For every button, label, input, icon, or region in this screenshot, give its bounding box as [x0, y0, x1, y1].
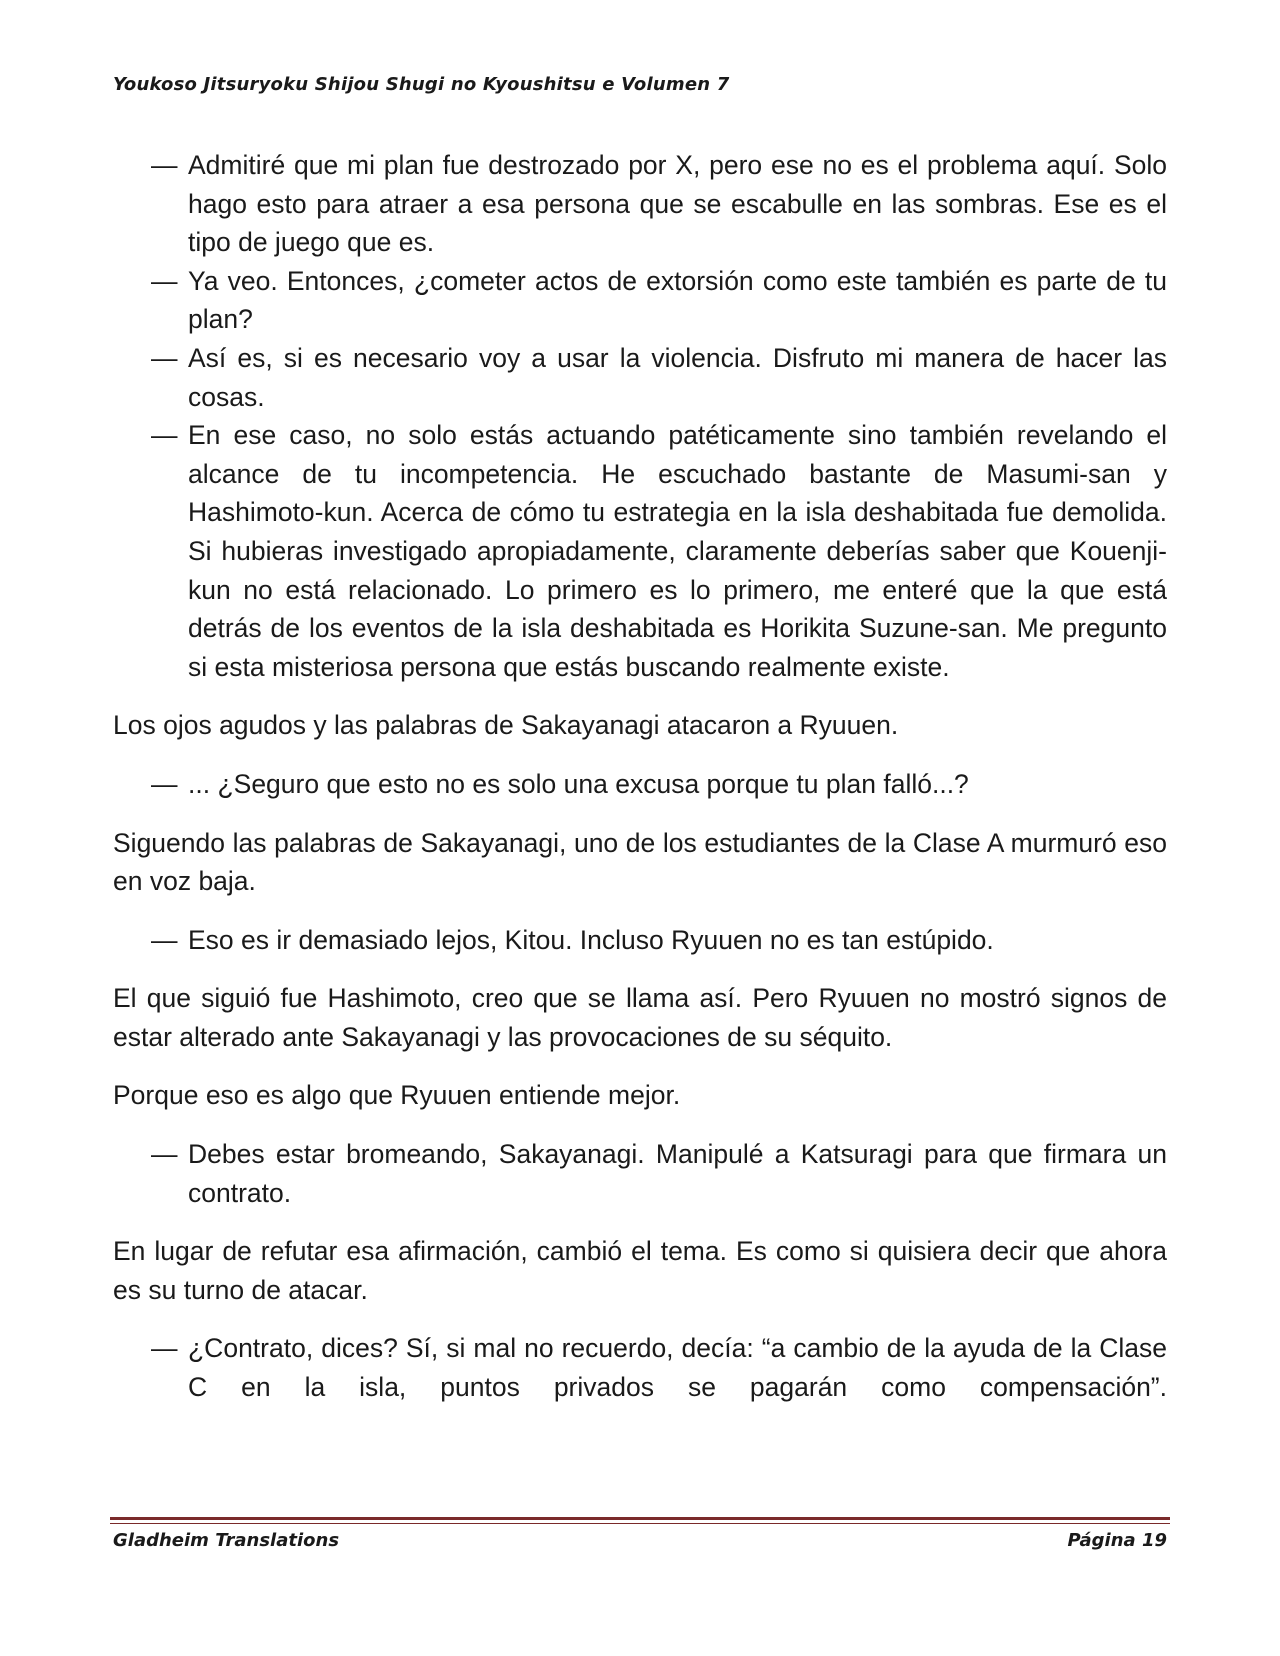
- dash-mark: —: [151, 1139, 178, 1170]
- narration-paragraph: El que siguió fue Hashimoto, creo que se llama así. Pero Ryuuen no mostró signos de estar alterado ante Sakayanagi y las provocaciones de su séquito.: [113, 983, 1167, 1052]
- dialogue-text: ... ¿Seguro que esto no es solo una excusa porque tu plan falló...?: [188, 768, 969, 799]
- dialogue-line: [113, 1329, 1167, 1406]
- dialogue-text: Eso es ir demasiado lejos, Kitou. Incluso Ryuuen no es tan estúpido.: [188, 924, 994, 955]
- dash-mark: —: [151, 342, 178, 373]
- dialogue-line: [113, 416, 1167, 686]
- dialogue-line: [113, 1135, 1167, 1212]
- dash-mark: —: [151, 265, 178, 296]
- dialogue-text: Admitiré que mi plan fue destrozado por X, pero ese no es el problema aquí. Solo hago esto para atraer a esa persona que se escabulle en las sombras. Ese es el tipo de juego que es.: [188, 150, 1167, 258]
- dash-mark: —: [151, 420, 178, 451]
- page-body: [113, 146, 1167, 1407]
- dialogue-text: Ya veo. Entonces, ¿cometer actos de extorsión como este también es parte de tu plan?: [188, 265, 1167, 335]
- dialogue-line: [113, 765, 1167, 804]
- footer-translator: Gladheim Translations: [113, 1530, 340, 1551]
- narration-paragraph: En lugar de refutar esa afirmación, cambió el tema. Es como si quisiera decir que ahora es su turno de atacar.: [113, 1236, 1167, 1305]
- dialogue-line: [113, 146, 1167, 262]
- dialogue-text: Debes estar bromeando, Sakayanagi. Manipulé a Katsuragi para que firmara un contrato.: [188, 1139, 1167, 1208]
- dialogue-line: [113, 339, 1167, 416]
- dialogue-line: [113, 921, 1167, 960]
- dialogue-text: Así es, si es necesario voy a usar la violencia. Disfruto mi manera de hacer las cosas.: [188, 342, 1167, 412]
- dialogue-text: ¿Contrato, dices? Sí, si mal no recuerdo, decía: “a cambio de la ayuda de la Clase C en la isla, puntos privados se pagarán como compensación”.: [188, 1333, 1167, 1403]
- footer-page-number: Página 19: [1067, 1530, 1167, 1551]
- footer-rule-thin: [110, 1523, 1170, 1524]
- dialogue-text: En ese caso, no solo estás actuando patéticamente sino también revelando el alcance de tu incompetencia. He escuchado bastante de Masumi-san y Hashimoto-kun. Acerca de cómo tu estrategia en la isla deshabitada fue demolida. Si hubieras investigado apropiadamente, claramente deberías saber que Kouenji-kun no está relacionado. Lo primero es lo primero, me enteré que la que está detrás de los eventos de la isla deshabitada es Horikita Suzune-san. Me pregunto si esta misteriosa persona que estás buscando realmente existe.: [188, 420, 1167, 682]
- page-header-title: Youkoso Jitsuryoku Shijou Shugi no Kyoushitsu e Volumen 7: [113, 74, 730, 95]
- footer-rule: [110, 1517, 1170, 1520]
- narration-paragraph: Porque eso es algo que Ryuuen entiende mejor.: [113, 1080, 681, 1111]
- dash-mark: —: [151, 768, 178, 799]
- narration-paragraph: Los ojos agudos y las palabras de Sakayanagi atacaron a Ryuuen.: [113, 710, 899, 741]
- dash-mark: —: [151, 924, 178, 955]
- dash-mark: —: [151, 150, 178, 180]
- dialogue-line: [113, 262, 1167, 339]
- dash-mark: —: [151, 1333, 178, 1364]
- narration-paragraph: Siguendo las palabras de Sakayanagi, uno de los estudiantes de la Clase A murmuró eso en voz baja.: [113, 827, 1167, 897]
